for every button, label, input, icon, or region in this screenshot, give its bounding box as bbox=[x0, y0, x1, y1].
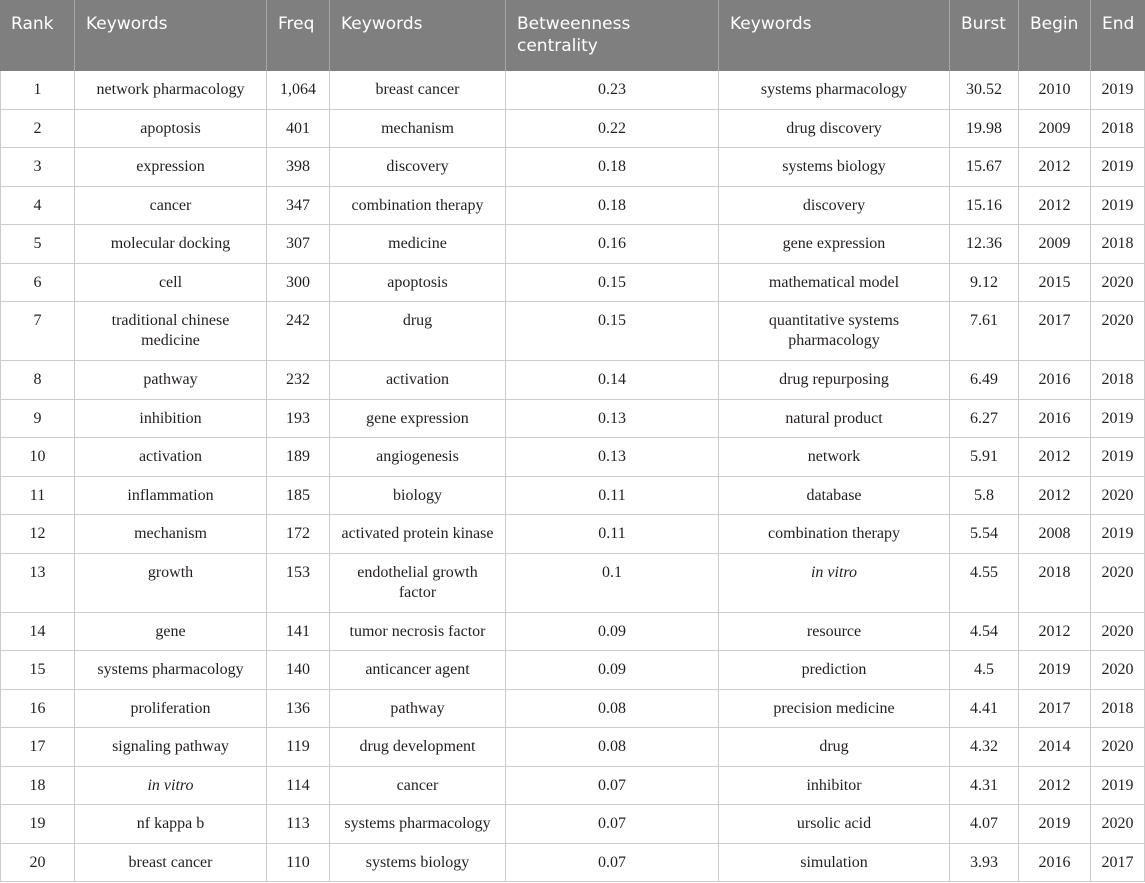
centrality-cell: 0.07 bbox=[506, 805, 719, 844]
centrality-cell: 0.08 bbox=[506, 728, 719, 767]
keyword-freq-cell: cell bbox=[75, 264, 267, 303]
keyword-centrality-cell: activation bbox=[330, 361, 506, 400]
keyword-centrality-cell: drug development bbox=[330, 728, 506, 767]
freq-cell: 401 bbox=[267, 110, 330, 149]
table-row bbox=[0, 554, 1145, 613]
keyword-freq-cell: inhibition bbox=[75, 400, 267, 439]
keyword-burst-cell: systems pharmacology bbox=[719, 71, 950, 110]
keyword-freq-cell: gene bbox=[75, 613, 267, 652]
table-row bbox=[0, 515, 1145, 554]
begin-cell: 2016 bbox=[1019, 361, 1091, 400]
keyword-burst-cell: natural product bbox=[719, 400, 950, 439]
rank-cell: 7 bbox=[0, 302, 75, 361]
burst-cell: 5.8 bbox=[950, 477, 1019, 516]
begin-cell: 2019 bbox=[1019, 651, 1091, 690]
burst-cell: 4.07 bbox=[950, 805, 1019, 844]
header-rank: Rank bbox=[0, 0, 75, 71]
table-row bbox=[0, 302, 1145, 361]
begin-cell: 2015 bbox=[1019, 264, 1091, 303]
table-row bbox=[0, 728, 1145, 767]
burst-cell: 5.54 bbox=[950, 515, 1019, 554]
keyword-freq-cell: molecular docking bbox=[75, 225, 267, 264]
freq-cell: 1,064 bbox=[267, 71, 330, 110]
table-row bbox=[0, 400, 1145, 439]
end-cell: 2017 bbox=[1091, 844, 1145, 883]
rank-cell: 2 bbox=[0, 110, 75, 149]
table-row bbox=[0, 187, 1145, 226]
keyword-burst-cell: inhibitor bbox=[719, 767, 950, 806]
freq-cell: 307 bbox=[267, 225, 330, 264]
rank-cell: 4 bbox=[0, 187, 75, 226]
begin-cell: 2012 bbox=[1019, 438, 1091, 477]
table-row bbox=[0, 805, 1145, 844]
keyword-burst-cell: precision medicine bbox=[719, 690, 950, 729]
begin-cell: 2010 bbox=[1019, 71, 1091, 110]
keyword-burst-cell: simulation bbox=[719, 844, 950, 883]
keyword-freq-cell: expression bbox=[75, 148, 267, 187]
burst-cell: 4.54 bbox=[950, 613, 1019, 652]
freq-cell: 398 bbox=[267, 148, 330, 187]
header-begin: Begin bbox=[1019, 0, 1091, 71]
keyword-freq-cell: activation bbox=[75, 438, 267, 477]
burst-cell: 4.55 bbox=[950, 554, 1019, 613]
keyword-burst-cell: ursolic acid bbox=[719, 805, 950, 844]
begin-cell: 2017 bbox=[1019, 690, 1091, 729]
centrality-cell: 0.23 bbox=[506, 71, 719, 110]
freq-cell: 300 bbox=[267, 264, 330, 303]
keyword-centrality-cell: tumor necrosis factor bbox=[330, 613, 506, 652]
freq-cell: 140 bbox=[267, 651, 330, 690]
centrality-cell: 0.14 bbox=[506, 361, 719, 400]
begin-cell: 2009 bbox=[1019, 110, 1091, 149]
freq-cell: 193 bbox=[267, 400, 330, 439]
keyword-centrality-cell: endothelial growth factor bbox=[330, 554, 506, 613]
centrality-cell: 0.08 bbox=[506, 690, 719, 729]
keyword-centrality-cell: discovery bbox=[330, 148, 506, 187]
table-row bbox=[0, 148, 1145, 187]
keyword-centrality-cell: pathway bbox=[330, 690, 506, 729]
keyword-centrality-cell: medicine bbox=[330, 225, 506, 264]
centrality-cell: 0.1 bbox=[506, 554, 719, 613]
keyword-centrality-cell: anticancer agent bbox=[330, 651, 506, 690]
keyword-burst-cell: combination therapy bbox=[719, 515, 950, 554]
burst-cell: 19.98 bbox=[950, 110, 1019, 149]
keyword-freq-cell: nf kappa b bbox=[75, 805, 267, 844]
begin-cell: 2019 bbox=[1019, 805, 1091, 844]
end-cell: 2018 bbox=[1091, 361, 1145, 400]
keyword-burst-cell: drug bbox=[719, 728, 950, 767]
burst-cell: 30.52 bbox=[950, 71, 1019, 110]
freq-cell: 110 bbox=[267, 844, 330, 883]
end-cell: 2019 bbox=[1091, 148, 1145, 187]
burst-cell: 6.49 bbox=[950, 361, 1019, 400]
burst-cell: 15.67 bbox=[950, 148, 1019, 187]
end-cell: 2020 bbox=[1091, 651, 1145, 690]
freq-cell: 242 bbox=[267, 302, 330, 361]
keyword-freq-cell: cancer bbox=[75, 187, 267, 226]
centrality-cell: 0.13 bbox=[506, 400, 719, 439]
rank-cell: 11 bbox=[0, 477, 75, 516]
begin-cell: 2016 bbox=[1019, 400, 1091, 439]
rank-cell: 12 bbox=[0, 515, 75, 554]
keyword-freq-cell: breast cancer bbox=[75, 844, 267, 883]
freq-cell: 136 bbox=[267, 690, 330, 729]
begin-cell: 2018 bbox=[1019, 554, 1091, 613]
freq-cell: 141 bbox=[267, 613, 330, 652]
burst-cell: 4.5 bbox=[950, 651, 1019, 690]
keyword-freq-cell: growth bbox=[75, 554, 267, 613]
table-row bbox=[0, 110, 1145, 149]
burst-cell: 4.32 bbox=[950, 728, 1019, 767]
end-cell: 2018 bbox=[1091, 110, 1145, 149]
keyword-freq-cell: traditional chinese medicine bbox=[75, 302, 267, 361]
end-cell: 2019 bbox=[1091, 187, 1145, 226]
keyword-freq-cell: apoptosis bbox=[75, 110, 267, 149]
begin-cell: 2008 bbox=[1019, 515, 1091, 554]
table-row bbox=[0, 613, 1145, 652]
centrality-cell: 0.16 bbox=[506, 225, 719, 264]
centrality-cell: 0.11 bbox=[506, 477, 719, 516]
rank-cell: 1 bbox=[0, 71, 75, 110]
end-cell: 2020 bbox=[1091, 477, 1145, 516]
keyword-burst-cell: prediction bbox=[719, 651, 950, 690]
freq-cell: 172 bbox=[267, 515, 330, 554]
keyword-centrality-cell: cancer bbox=[330, 767, 506, 806]
keyword-freq-cell: mechanism bbox=[75, 515, 267, 554]
begin-cell: 2016 bbox=[1019, 844, 1091, 883]
header-freq: Freq bbox=[267, 0, 330, 71]
keyword-centrality-cell: breast cancer bbox=[330, 71, 506, 110]
keyword-burst-cell: drug discovery bbox=[719, 110, 950, 149]
table-row bbox=[0, 71, 1145, 110]
keyword-burst-cell: discovery bbox=[719, 187, 950, 226]
keyword-burst-cell: resource bbox=[719, 613, 950, 652]
centrality-cell: 0.15 bbox=[506, 302, 719, 361]
end-cell: 2019 bbox=[1091, 515, 1145, 554]
header-burst: Burst bbox=[950, 0, 1019, 71]
table-row bbox=[0, 477, 1145, 516]
keyword-centrality-cell: gene expression bbox=[330, 400, 506, 439]
centrality-cell: 0.09 bbox=[506, 651, 719, 690]
keyword-centrality-cell: biology bbox=[330, 477, 506, 516]
keyword-freq-cell: in vitro bbox=[75, 767, 267, 806]
end-cell: 2019 bbox=[1091, 438, 1145, 477]
burst-cell: 9.12 bbox=[950, 264, 1019, 303]
keyword-burst-cell: network bbox=[719, 438, 950, 477]
end-cell: 2020 bbox=[1091, 264, 1145, 303]
end-cell: 2019 bbox=[1091, 71, 1145, 110]
keyword-burst-cell: database bbox=[719, 477, 950, 516]
end-cell: 2019 bbox=[1091, 400, 1145, 439]
burst-cell: 4.41 bbox=[950, 690, 1019, 729]
keyword-burst-cell: systems biology bbox=[719, 148, 950, 187]
keyword-freq-cell: systems pharmacology bbox=[75, 651, 267, 690]
begin-cell: 2017 bbox=[1019, 302, 1091, 361]
table-row bbox=[0, 844, 1145, 883]
centrality-cell: 0.09 bbox=[506, 613, 719, 652]
freq-cell: 114 bbox=[267, 767, 330, 806]
end-cell: 2020 bbox=[1091, 613, 1145, 652]
burst-cell: 3.93 bbox=[950, 844, 1019, 883]
begin-cell: 2012 bbox=[1019, 767, 1091, 806]
keyword-centrality-cell: systems pharmacology bbox=[330, 805, 506, 844]
header-keywords-centrality: Keywords bbox=[330, 0, 506, 71]
rank-cell: 13 bbox=[0, 554, 75, 613]
burst-cell: 5.91 bbox=[950, 438, 1019, 477]
table-row bbox=[0, 438, 1145, 477]
keyword-freq-cell: signaling pathway bbox=[75, 728, 267, 767]
keyword-centrality-cell: mechanism bbox=[330, 110, 506, 149]
freq-cell: 119 bbox=[267, 728, 330, 767]
header-end: End bbox=[1102, 14, 1135, 34]
centrality-cell: 0.07 bbox=[506, 767, 719, 806]
rank-cell: 6 bbox=[0, 264, 75, 303]
freq-cell: 113 bbox=[267, 805, 330, 844]
centrality-cell: 0.22 bbox=[506, 110, 719, 149]
freq-cell: 232 bbox=[267, 361, 330, 400]
keyword-centrality-cell: combination therapy bbox=[330, 187, 506, 226]
freq-cell: 153 bbox=[267, 554, 330, 613]
keyword-freq-cell: inflammation bbox=[75, 477, 267, 516]
rank-cell: 10 bbox=[0, 438, 75, 477]
rank-cell: 14 bbox=[0, 613, 75, 652]
keyword-centrality-cell: drug bbox=[330, 302, 506, 361]
rank-cell: 16 bbox=[0, 690, 75, 729]
burst-cell: 15.16 bbox=[950, 187, 1019, 226]
centrality-cell: 0.11 bbox=[506, 515, 719, 554]
rank-cell: 9 bbox=[0, 400, 75, 439]
rank-cell: 20 bbox=[0, 844, 75, 883]
centrality-cell: 0.18 bbox=[506, 148, 719, 187]
rank-cell: 8 bbox=[0, 361, 75, 400]
keyword-burst-cell: drug repurposing bbox=[719, 361, 950, 400]
table-row bbox=[0, 651, 1145, 690]
keyword-burst-cell: quantitative systems pharmacology bbox=[719, 302, 950, 361]
keyword-centrality-cell: angiogenesis bbox=[330, 438, 506, 477]
keyword-freq-cell: network pharmacology bbox=[75, 71, 267, 110]
end-cell: 2019 bbox=[1091, 767, 1145, 806]
table-row bbox=[0, 225, 1145, 264]
table-header-row bbox=[0, 0, 1145, 71]
freq-cell: 189 bbox=[267, 438, 330, 477]
keyword-burst-cell: in vitro bbox=[719, 554, 950, 613]
table-row bbox=[0, 690, 1145, 729]
keyword-burst-cell: mathematical model bbox=[719, 264, 950, 303]
freq-cell: 185 bbox=[267, 477, 330, 516]
keyword-freq-cell: proliferation bbox=[75, 690, 267, 729]
burst-cell: 12.36 bbox=[950, 225, 1019, 264]
rank-cell: 18 bbox=[0, 767, 75, 806]
burst-cell: 7.61 bbox=[950, 302, 1019, 361]
freq-cell: 347 bbox=[267, 187, 330, 226]
centrality-cell: 0.07 bbox=[506, 844, 719, 883]
rank-cell: 3 bbox=[0, 148, 75, 187]
table-row bbox=[0, 361, 1145, 400]
rank-cell: 15 bbox=[0, 651, 75, 690]
end-cell: 2020 bbox=[1091, 302, 1145, 361]
keyword-centrality-cell: systems biology bbox=[330, 844, 506, 883]
begin-cell: 2012 bbox=[1019, 613, 1091, 652]
rank-cell: 5 bbox=[0, 225, 75, 264]
begin-cell: 2014 bbox=[1019, 728, 1091, 767]
keyword-centrality-cell: apoptosis bbox=[330, 264, 506, 303]
table-row bbox=[0, 264, 1145, 303]
keyword-burst-cell: gene expression bbox=[719, 225, 950, 264]
begin-cell: 2012 bbox=[1019, 477, 1091, 516]
rank-cell: 17 bbox=[0, 728, 75, 767]
burst-cell: 6.27 bbox=[950, 400, 1019, 439]
burst-cell: 4.31 bbox=[950, 767, 1019, 806]
end-cell: 2018 bbox=[1091, 225, 1145, 264]
header-keywords-freq: Keywords bbox=[75, 0, 267, 71]
begin-cell: 2012 bbox=[1019, 187, 1091, 226]
centrality-cell: 0.18 bbox=[506, 187, 719, 226]
end-cell: 2020 bbox=[1091, 554, 1145, 613]
centrality-cell: 0.13 bbox=[506, 438, 719, 477]
keyword-freq-cell: pathway bbox=[75, 361, 267, 400]
keyword-centrality-cell: activated protein kinase bbox=[330, 515, 506, 554]
begin-cell: 2012 bbox=[1019, 148, 1091, 187]
begin-cell: 2009 bbox=[1019, 225, 1091, 264]
table-row bbox=[0, 767, 1145, 806]
centrality-cell: 0.15 bbox=[506, 264, 719, 303]
header-betweenness-centrality: Betweenness centrality bbox=[506, 0, 719, 71]
end-cell: 2020 bbox=[1091, 805, 1145, 844]
rank-cell: 19 bbox=[0, 805, 75, 844]
end-cell: 2020 bbox=[1091, 728, 1145, 767]
end-cell: 2018 bbox=[1091, 690, 1145, 729]
header-keywords-burst: Keywords bbox=[719, 0, 950, 71]
